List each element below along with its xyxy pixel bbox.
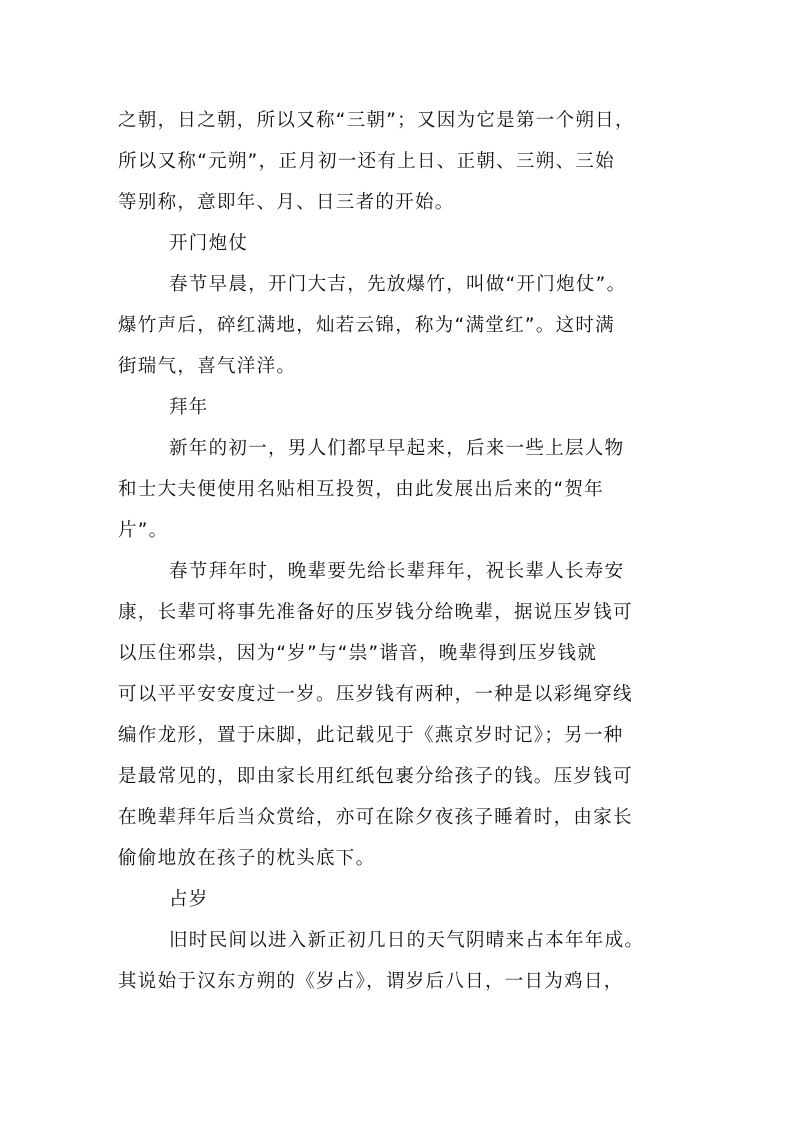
paragraph-line: 新年的初一，男人们都早早起来，后来一些上层人物	[169, 438, 625, 459]
paragraph-line: 编作龙形，置于床脚，此记载见于《燕京岁时记》；另一种	[118, 725, 624, 746]
paragraph-line: 春节拜年时，晚辈要先给长辈拜年，祝长辈人长寿安	[169, 561, 625, 582]
paragraph-line: 所以又称“元朔”，正月初一还有上日、正朝、三朔、三始	[118, 151, 615, 172]
paragraph-line: 和士大夫便使用名贴相互投贺，由此发展出后来的“贺年	[118, 479, 605, 500]
paragraph-line: 可以平平安安度过一岁。压岁钱有两种，一种是以彩绳穿线	[118, 684, 633, 705]
section-heading-bainian: 拜年	[169, 397, 209, 418]
paragraph-line: 在晚辈拜年后当众赏给，亦可在除夕夜孩子睡着时，由家长	[118, 807, 633, 828]
paragraph-line: 其说始于汉东方朔的《岁占》，谓岁后八日，一日为鸡日，	[118, 971, 624, 992]
paragraph-line: 街瑞气，喜气洋洋。	[118, 356, 297, 377]
paragraph-line: 片”。	[118, 520, 169, 541]
section-heading-zhansui: 占岁	[169, 889, 209, 910]
paragraph-line: 之朝，日之朝，所以又称“三朝”；又因为它是第一个朔日，	[118, 110, 635, 131]
paragraph-line: 爆竹声后，碎红满地，灿若云锦，称为“满堂红”。这时满	[118, 315, 615, 336]
paragraph-line: 偷偷地放在孩子的枕头底下。	[118, 848, 376, 869]
paragraph-line: 是最常见的，即由家长用红纸包裹分给孩子的钱。压岁钱可	[118, 766, 633, 787]
paragraph-line: 康，长辈可将事先准备好的压岁钱分给晚辈，据说压岁钱可	[118, 602, 633, 623]
document-body	[118, 100, 688, 1002]
paragraph-line: 旧时民间以进入新正初几日的天气阴晴来占本年年成。	[169, 930, 645, 951]
paragraph-line: 春节早晨，开门大吉，先放爆竹，叫做“开门炮仗”。	[169, 274, 627, 295]
paragraph-line: 等别称，意即年、月、日三者的开始。	[118, 192, 455, 213]
paragraph-line: 以压住邪祟，因为“岁”与“祟”谐音，晚辈得到压岁钱就	[118, 643, 598, 664]
section-heading-kaimen-paozhang: 开门炮仗	[169, 233, 249, 254]
